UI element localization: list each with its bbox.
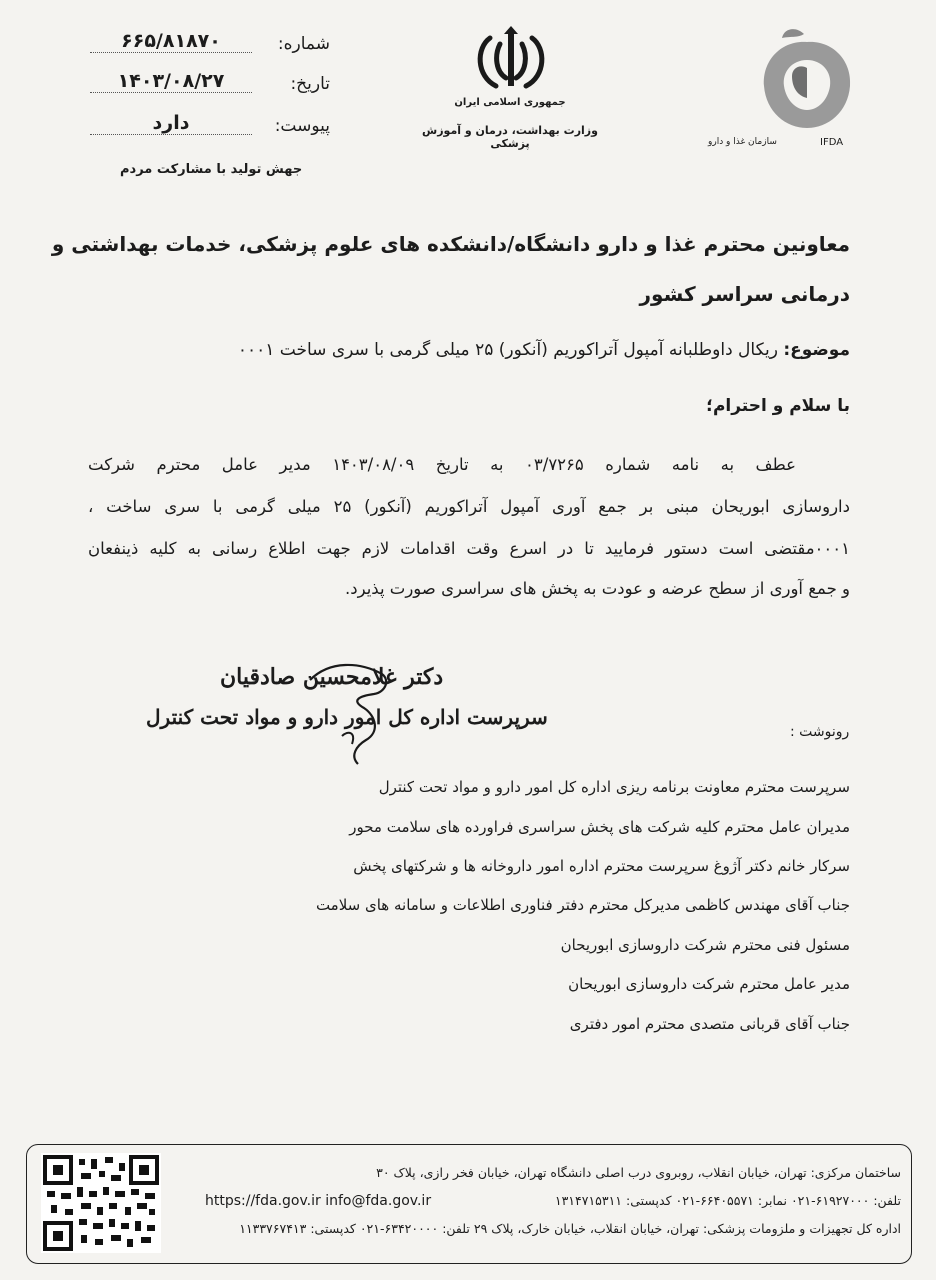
- cc-recipient: مسئول فنی محترم شرکت داروسازی ابوریحان: [560, 936, 850, 954]
- cc-recipient: مدیر عامل محترم شرکت داروسازی ابوریحان: [568, 975, 850, 993]
- letter-date-label: تاریخ:: [290, 74, 330, 94]
- cc-recipient: مدیران عامل محترم کلیه شرکت های پخش سراسری فراورده های سلامت محور: [349, 818, 850, 836]
- footer-phone: تلفن: ۶۱۹۲۷۰۰۰-۰۲۱ نمابر: ۶۶۴۰۵۵۷۱-۰۲۱ کدپستی: ۱۳۱۴۷۱۵۳۱۱: [554, 1193, 901, 1208]
- subject-text: ریکال داوطلبانه آمپول آتراکوریم (آنکور) ۲۵ میلی گرمی با سری ساخت ۰۰۰۱: [237, 340, 778, 360]
- letter-attachment-row: [90, 112, 330, 142]
- greeting: با سلام و احترام؛: [706, 396, 850, 416]
- addressee-line2: درمانی سراسر کشور: [639, 282, 850, 306]
- subject-line: [238, 340, 850, 360]
- footer-box: [26, 1144, 912, 1264]
- cc-recipient: سرکار خانم دکتر آژوغ سرپرست محترم اداره امور داروخانه ها و شرکتهای پخش: [353, 857, 850, 875]
- subject-label: موضوع:: [783, 340, 850, 360]
- body-line-2: داروسازی ابوریحان مبنی بر جمع آوری آمپول آتراکوریم (آنکور) ۲۵ میلی گرمی با سری ساخت ،: [88, 497, 850, 516]
- letter-number-row: [90, 30, 330, 60]
- qr-code-icon: [41, 1153, 161, 1253]
- body-line-1: عطف به نامه شماره ۰۳/۷۲۶۵ به تاریخ ۱۴۰۳/۰۸/۰۹ مدیر عامل محترم شرکت: [88, 455, 796, 474]
- signatory-name: دکتر غلامحسین صادقیان: [220, 664, 444, 690]
- letter-attachment-label: پیوست:: [274, 116, 330, 136]
- cc-recipient: جناب آقای قربانی متصدی محترم امور دفتری: [569, 1015, 850, 1033]
- iran-emblem-icon: [470, 26, 552, 96]
- letter-number-label: شماره:: [277, 34, 330, 54]
- body-line-4: و جمع آوری از سطح عرضه و عودت به پخش های سراسری صورت پذیرد.: [345, 579, 850, 598]
- footer-branch: اداره کل تجهیزات و ملزومات پزشکی: تهران، خیابان انقلاب، خیابان خارک، پلاک ۲۹ تلفن: ۶۳۴۲۰۰۰۰-۰۲۱ کدپستی: ۱۱۳۳۷۶۷۴۱۳: [239, 1221, 901, 1236]
- footer-address: ساختمان مرکزی: تهران، خیابان انقلاب، روبروی درب اصلی دانشگاه تهران، خیابان فخر رازی، پلاک ۳۰: [376, 1165, 901, 1180]
- ifda-latin-name: IFDA: [820, 137, 844, 148]
- body-line-3: ۰۰۰۱مقتضی است دستور فرمایید تا در اسرع وقت اقدامات لازم جهت اطلاع رسانی به کلیه ذینفعان: [88, 539, 850, 558]
- letter-number-value: ۶۶۵/۸۱۸۷۰: [90, 30, 252, 53]
- cc-recipient: سرپرست محترم معاونت برنامه ریزی اداره کل امور دارو و مواد تحت کنترل: [378, 778, 850, 796]
- signatory-title: سرپرست اداره کل امور دارو و مواد تحت کنترل: [146, 705, 548, 729]
- letter-date-row: [90, 70, 330, 100]
- ifda-logo-icon: [752, 24, 862, 134]
- cc-label: رونوشت :: [790, 724, 850, 740]
- ifda-persian-name: سازمان غذا و دارو: [708, 137, 777, 147]
- footer-contact: https://fda.gov.ir info@fda.gov.ir: [205, 1193, 432, 1209]
- slogan: جهش تولید با مشارکت مردم: [120, 162, 303, 177]
- handwritten-signature: [290, 640, 420, 770]
- addressee-line1: معاونین محترم غذا و دارو دانشگاه/دانشکده های علوم پزشکی، خدمات بهداشتی و: [51, 232, 850, 256]
- ministry-line2: وزارت بهداشت، درمان و آموزش پزشکی: [422, 124, 598, 150]
- letter-date-value: ۱۴۰۳/۰۸/۲۷: [90, 70, 252, 93]
- cc-recipient: جناب آقای مهندس کاظمی مدیرکل محترم دفتر فناوری اطلاعات و سامانه های سلامت: [315, 896, 850, 914]
- letter-attachment-value: دارد: [90, 112, 252, 135]
- ministry-line1: جمهوری اسلامی ایران: [454, 97, 566, 108]
